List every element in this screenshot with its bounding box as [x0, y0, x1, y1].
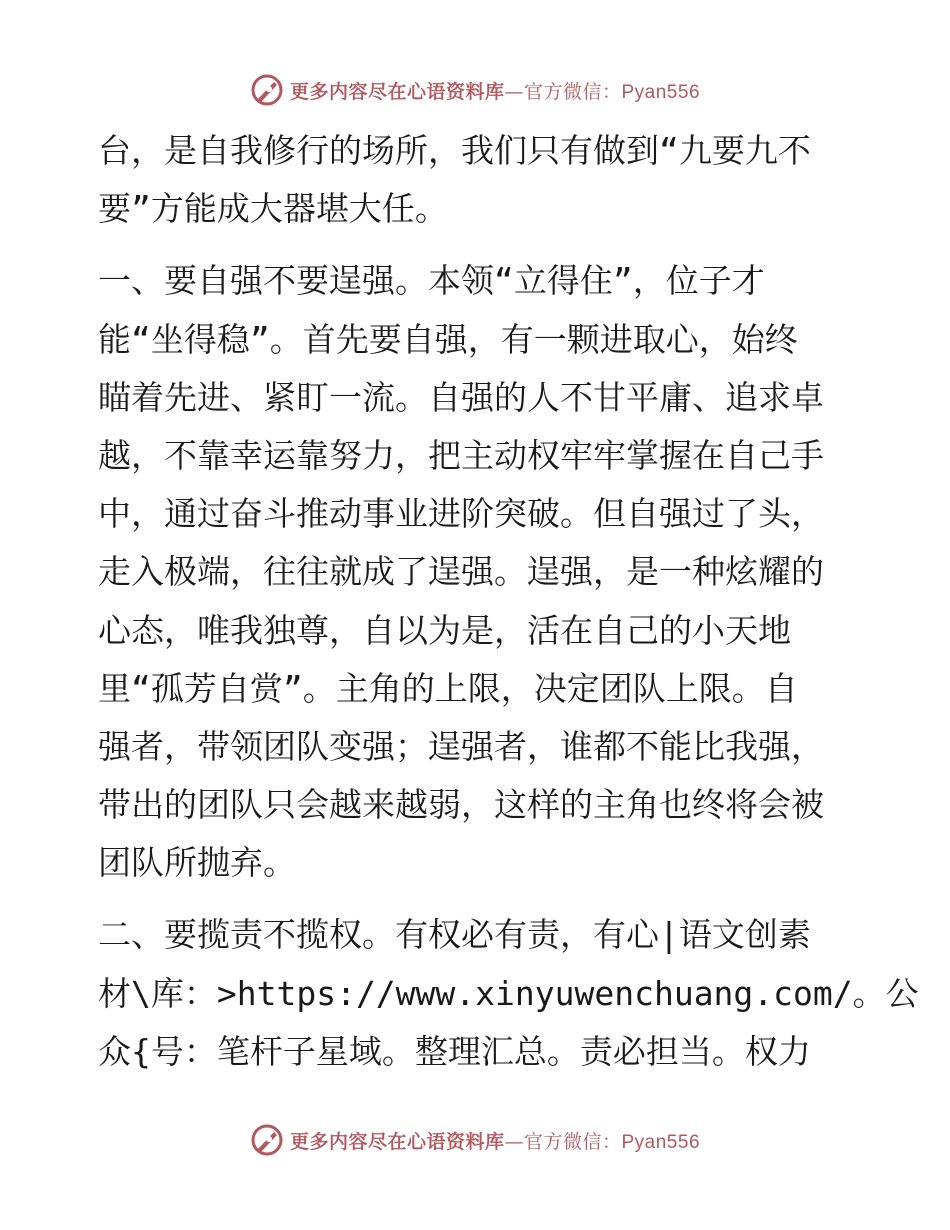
brand-logo-icon — [250, 73, 284, 107]
watermark-account: Pyan556 — [621, 81, 701, 103]
text-line: 团队所抛弃。 — [98, 843, 296, 883]
text-line: 能“坐得稳”。首先要自强，有一颗进取心，始终 — [98, 319, 798, 359]
text-line: 众{号：笔杆子星域。整理汇总。责必担当。权力 — [98, 1031, 811, 1071]
footer-watermark — [0, 1120, 950, 1160]
text-line: 强者，带领团队变强；逞强者，谁都不能比我强， — [98, 726, 824, 766]
text-line: 带出的团队只会越来越弱，这样的主角也终将会被 — [98, 785, 824, 825]
text-line: 走入极端，往往就成了逞强。逞强，是一种炫耀的 — [98, 552, 824, 592]
text-line: 二、要揽责不揽权。有权必有责，有心|语文创素 — [98, 915, 811, 955]
paragraph — [98, 906, 919, 1081]
paragraph — [98, 122, 858, 238]
watermark-brand: 更多内容尽在心语资料库 — [289, 80, 505, 103]
watermark-suffix — [504, 77, 700, 104]
document-body — [98, 122, 919, 1081]
watermark-suffix-text: —官方微信： — [504, 80, 622, 103]
text-line: 中，通过奋斗推动事业进阶突破。但自强过了头， — [98, 494, 824, 534]
brand-logo-icon — [250, 1123, 284, 1157]
text-line: 越，不靠幸运靠努力，把主动权牢牢掌握在自己手 — [98, 435, 824, 475]
text-line: 材\库：>https://www.xinyuwenchuang.com/。公 — [98, 973, 919, 1013]
watermark-suffix — [504, 1127, 700, 1154]
paragraph — [98, 252, 858, 892]
watermark-suffix-text: —官方微信： — [504, 1130, 622, 1153]
watermark-account: Pyan556 — [621, 1131, 701, 1153]
text-line: 要”方能成大器堪大任。 — [98, 189, 448, 229]
header-watermark — [0, 70, 950, 110]
text-line: 瞄着先进、紧盯一流。自强的人不甘平庸、追求卓 — [98, 377, 824, 417]
watermark-brand: 更多内容尽在心语资料库 — [289, 1130, 505, 1153]
text-line: 一、要自强不要逞强。本领“立得住”，位子才 — [98, 261, 765, 301]
text-line: 里“孤芳自赏”。主角的上限，决定团队上限。自 — [98, 668, 798, 708]
text-line: 台，是自我修行的场所，我们只有做到“九要九不 — [98, 131, 811, 170]
text-line: 心态，唯我独尊，自以为是，活在自己的小天地 — [98, 610, 791, 650]
